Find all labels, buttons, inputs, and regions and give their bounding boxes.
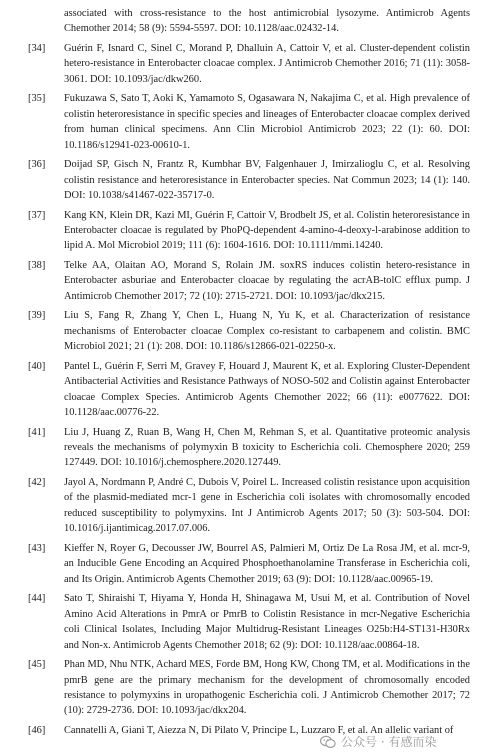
reference-item — [28, 157, 470, 203]
reference-text: Liu S, Fang R, Zhang Y, Chen L, Huang N, Yu K, et al. Characterization of resistance mechanisms of Enterobacter cloacae Complex co-resistant to carbapenem and colistin. BMC Microbiol 2021; 21 (1): 208. DOI: 10.1186/s12866-021-02250-x. — [64, 310, 470, 353]
reference-item — [28, 208, 470, 254]
reference-text: Phan MD, Nhu NTK, Achard MES, Forde BM, Hong KW, Chong TM, et al. Modifications in the pmrB gene are the primary mechanism for the development of chromosomally encoded resistance to polymyxins in uropathogenic Escherichia coli. J Antimicrob Chemother 2017; 72 (10): 2729-2736. DOI: 10.1093/jac/dkx204. — [64, 659, 470, 717]
reference-number: [34] — [28, 43, 46, 54]
reference-number: [38] — [28, 260, 46, 272]
reference-number: [40] — [28, 360, 46, 372]
reference-number: [37] — [28, 209, 46, 221]
reference-text: associated with cross-resistance to the host antimicrobial lysozyme. Antimicrob Agents Chemother 2014; 58 (9): 5594-5597. DOI: 10.1128/aac.02432-14. — [64, 8, 470, 35]
watermark — [320, 733, 436, 750]
reference-text: Doijad SP, Gisch N, Frantz R, Kumbhar BV, Falgenhauer J, Imirzalioglu C, et al. Resolving colistin resistance and heteroresistance in Enterobacter species. Nat Commun 2023; 14 (1): 140. DOI: 10.1038/s41467-022-35717-0. — [64, 159, 470, 202]
reference-number: [35] — [28, 93, 46, 105]
reference-text: Cannatelli A, Giani T, Aiezza N, Di Pilato V, Principe L, Luzzaro F, et al. An allelic variant of — [64, 724, 454, 736]
reference-number — [28, 6, 64, 37]
reference-number: [43] — [28, 542, 46, 554]
reference-text: Kang KN, Klein DR, Kazi MI, Guérin F, Cattoir V, Brodbelt JS, et al. Colistin heteroresistance in Enterobacter cloacae is regulated by PhoPQ-dependent 4-amino-4-deoxy-l-arabinose addition to lipid A. Mol Microbiol 2019; 111 (6): 1604-1616. DOI: 10.1111/mmi.14240. — [64, 209, 470, 252]
watermark-text: 公众号 · 有感而染 — [341, 735, 437, 749]
reference-item — [28, 425, 470, 471]
reference-text: Sato T, Shiraishi T, Hiyama Y, Honda H, Shinagawa M, Usui M, et al. Contribution of Novel Amino Acid Alterations in PmrA or PmrB to Colistin Resistance in mcr-Negative Escherichia coli Clinical Isolates, Including Major Multidrug-Resistant Lineages O25b:H4-ST131-H30Rx and Non-x. Antimicrob Agents Chemother 2018; 62 (9): DOI: 10.1128/aac.00864-18. — [64, 593, 470, 651]
reference-text: Guérin F, Isnard C, Sinel C, Morand P, Dhalluin A, Cattoir V, et al. Cluster-dependent colistin hetero-resistance in Enterobacter cloacae complex. J Antimicrob Chemother 2016; 71 (11): 3058-3061. DOI: 10.1093/jac/dkw260. — [64, 43, 470, 85]
reference-number: [39] — [28, 310, 46, 322]
reference-text: Jayol A, Nordmann P, André C, Dubois V, Poirel L. Increased colistin resistance upon acquisition of the plasmid-mediated mcr-1 gene in Escherichia coli isolates with chromosomally encoded reduced susceptibility to polymyxins. Int J Antimicrob Agents 2017; 50 (3): 503-504. DOI: 10.1016/j.ijantimicag.2017.07.006. — [64, 477, 470, 535]
reference-item — [28, 541, 470, 587]
reference-item — [28, 91, 470, 153]
reference-item — [28, 258, 470, 304]
reference-item — [28, 591, 470, 653]
reference-number: [45] — [28, 659, 46, 671]
reference-text: Pantel L, Guérin F, Serri M, Gravey F, Houard J, Maurent K, et al. Exploring Cluster-Dependent Antibacterial Activities and Resistance Pathways of NOSO-502 and Colistin against Enterobacter cloacae Complex Species. Antimicrob Agents Chemother 2022; 66 (11): e0077622. DOI: 10.1128/aac.00776-22. — [64, 360, 470, 419]
reference-number: [36] — [28, 159, 46, 171]
reference-text: Telke AA, Olaitan AO, Morand S, Rolain JM. soxRS induces colistin hetero-resistance in Enterobacter asburiae and Enterobacter cloacae by regulating the acrAB-tolC efflux pump. J Antimicrob Chemother 2017; 72 (10): 2715-2721. DOI: 10.1093/jac/dkx215. — [64, 260, 470, 302]
reference-item — [28, 41, 470, 87]
wechat-icon — [320, 735, 336, 749]
reference-text: Fukuzawa S, Sato T, Aoki K, Yamamoto S, Ogasawara N, Nakajima C, et al. High prevalence of colistin heteroresistance in specific species and lineages of Enterobacter cloacae complex derived from human clinical specimens. Ann Clin Microbiol Antimicrob 2023; 22 (1): 60. DOI: 10.1186/s12941-023-00610-1. — [64, 93, 470, 151]
reference-text: Liu J, Huang Z, Ruan B, Wang H, Chen M, Rehman S, et al. Quantitative proteomic analysis reveals the mechanisms of polymyxin B toxicity to Escherichia coli. Chemosphere 2020; 259 127449. DOI: 10.1016/j.chemosphere.2020.127449. — [64, 426, 470, 469]
reference-list — [28, 6, 470, 743]
reference-item — [28, 657, 470, 719]
reference-item — [28, 308, 470, 354]
reference-item — [28, 475, 470, 537]
reference-item — [28, 6, 470, 37]
reference-number: [41] — [28, 426, 46, 438]
reference-number: [44] — [28, 593, 46, 605]
reference-text: Kieffer N, Royer G, Decousser JW, Bourrel AS, Palmieri M, Ortiz De La Rosa JM, et al. mcr-9, an Inducible Gene Encoding an Acquired Phosphoethanolamine Transferase in Escherichia coli, and Its Origin. Antimicrob Agents Chemother 2019; 63 (9): DOI: 10.1128/aac.00965-19. — [64, 542, 470, 585]
reference-number: [46] — [28, 724, 46, 736]
reference-item — [28, 359, 470, 421]
reference-number: [42] — [28, 477, 46, 489]
